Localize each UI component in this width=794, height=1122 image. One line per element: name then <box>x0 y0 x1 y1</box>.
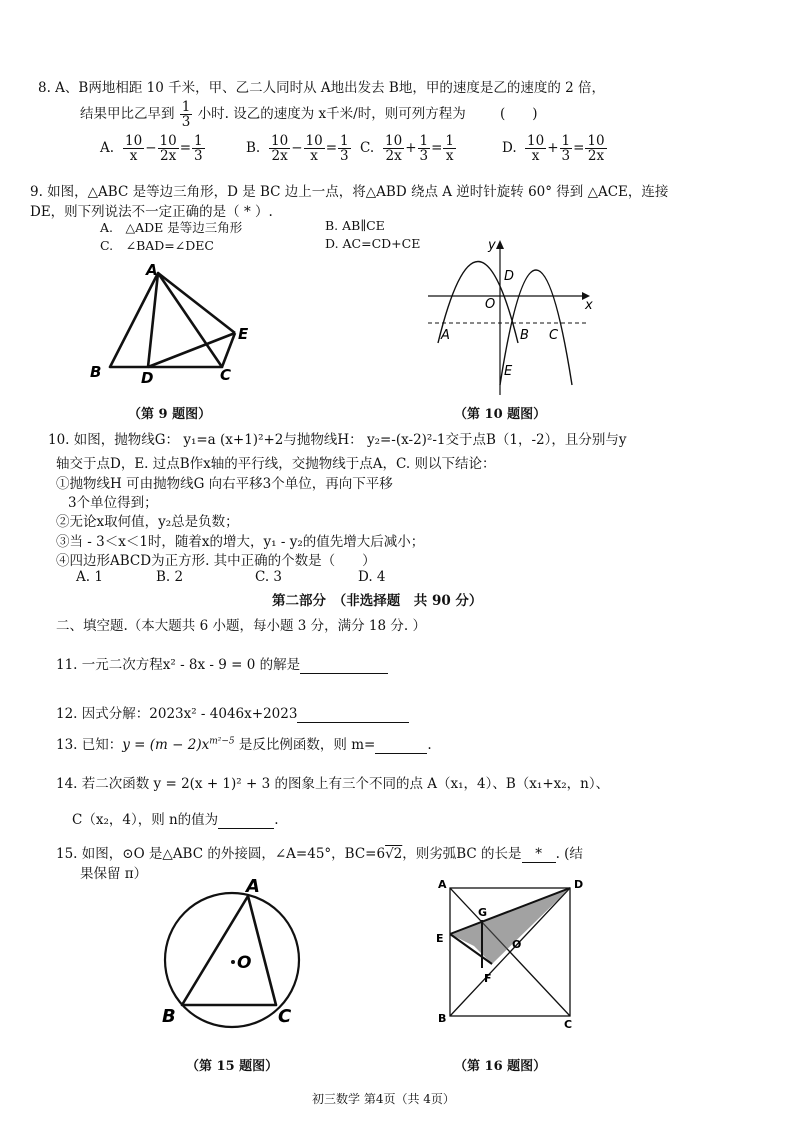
q13-exponent: m²−5 <box>209 736 235 747</box>
fig10-label-e: E <box>504 364 513 379</box>
q9-option-b: B. AB∥CE <box>325 218 385 233</box>
figure-15-circle <box>150 870 310 1040</box>
fig15-label-a: A <box>246 876 260 897</box>
q10-option-b: B. 2 <box>156 569 184 585</box>
q8-line2-pre: 结果甲比乙早到 <box>80 106 175 123</box>
q8-line1: 8. A、B两地相距 10 千米，甲、乙二人同时从 A地出发去 B地，甲的速度是乙的速度的 2 倍， <box>38 80 606 96</box>
q15-line1-post: ，则劣弧BC 的长是 <box>402 846 522 862</box>
fig10-label-d: D <box>504 269 515 284</box>
q9-line2: DE，则下列说法不一定正确的是（ * ）. <box>30 204 273 220</box>
q11-answer-blank <box>300 657 388 674</box>
fig10-label-c: C <box>549 328 559 343</box>
q14-line2-end: . <box>274 812 279 828</box>
q10-option-a: A. 1 <box>76 569 103 585</box>
q8-option-a: $\frac{10}{x}$ − $\frac{10}{2x}$ = $\frac{1}{3}$ <box>125 133 203 165</box>
fig15-label-o: O <box>237 953 252 973</box>
q15-line1-end: . (结 <box>555 846 583 862</box>
page-footer: 初三数学 第4页（共 4页） <box>312 1092 455 1106</box>
q12-text: 12. 因式分解：2023x² - 4046x+2023 <box>56 706 298 722</box>
fig15-label-c: C <box>278 1006 292 1027</box>
q13-answer-blank <box>375 737 427 754</box>
q10-option-d: D. 4 <box>358 569 386 585</box>
fig10-label-b: B <box>520 328 529 343</box>
q10-statement4: ④四边形ABCD为正方形. 其中正确的个数是（ ） <box>56 553 376 569</box>
fig16-label-e: E <box>436 932 444 945</box>
q13-pre: 13. 已知： <box>56 737 123 753</box>
segment-ae <box>158 273 235 333</box>
q8-option-c-label: C. <box>360 140 375 156</box>
fig10-label-a: A <box>441 328 450 343</box>
fig16-label-d: D <box>574 878 584 891</box>
q9-option-c: C. ∠BAD=∠DEC <box>100 238 214 253</box>
q8-option-b-label: B. <box>246 140 261 156</box>
q12-answer-blank <box>297 706 409 723</box>
fig16-label-o: O <box>512 938 522 951</box>
q8-option-a-label: A. <box>100 140 115 156</box>
q11 <box>56 653 388 674</box>
segment-de <box>148 333 235 367</box>
q10-option-c: C. 3 <box>255 569 283 585</box>
q13-post: 是反比例函数，则 m= <box>234 737 376 753</box>
q9-option-a: A. △ADE 是等边三角形 <box>100 220 243 235</box>
part2-section-title: 二、填空题.（本大题共 6 小题，每小题 3 分，满分 18 分. ） <box>56 618 426 634</box>
q10-statement3: ③当 - 3＜x＜1时，随着x的增大，y₁ - y₂的值先增大后减小； <box>56 534 425 550</box>
q8-line2-post: 小时. 设乙的速度为 x千米/时，则可列方程为 <box>197 106 466 123</box>
fig16-label-f: F <box>484 972 492 985</box>
fig9-label-e: E <box>238 325 249 343</box>
part2-heading: 第二部分 （非选择题 共 90 分） <box>272 593 483 609</box>
q15-line2: 果保留 π） <box>80 866 148 882</box>
fig9-label-a: A <box>146 261 158 279</box>
center-point-o <box>231 960 235 964</box>
figure-16-caption: （第 16 题图） <box>454 1059 547 1074</box>
q10-statement1a: ①抛物线H 可由抛物线G 向右平移3个单位，再向下平移 <box>56 476 393 492</box>
fig10-label-y: y <box>488 238 496 253</box>
fig10-label-o: O <box>485 297 496 312</box>
triangle-abc-inscribed <box>182 896 276 1005</box>
figure-10-caption: （第 10 题图） <box>454 407 547 422</box>
q8-fraction: $\frac{1}{3}$ <box>181 99 191 131</box>
q13-end: . <box>427 737 432 753</box>
fig9-label-d: D <box>141 369 154 387</box>
figure-9-caption: （第 9 题图） <box>128 407 212 422</box>
q14-answer-blank <box>218 812 274 829</box>
fig16-label-c: C <box>564 1018 573 1031</box>
q8-option-c: $\frac{10}{2x}$ + $\frac{1}{3}$ = $\frac{1}{x}$ <box>385 133 454 165</box>
q10-line2: 轴交于点D，E. 过点B作x轴的平行线，交抛物线于点A，C. 则以下结论： <box>56 456 496 472</box>
q8-option-b: $\frac{10}{2x}$ − $\frac{10}{x}$ = $\frac{1}{3}$ <box>271 133 349 165</box>
q8-line2 <box>80 100 538 129</box>
q15-line1 <box>56 842 583 863</box>
q13-formula: y = (m − 2)x <box>122 737 210 753</box>
q9-option-d: D. AC=CD+CE <box>325 236 421 251</box>
figure-16-square <box>430 872 590 1032</box>
q14-line2 <box>72 808 278 829</box>
q10-statement2: ②无论x取何值，y₂总是负数； <box>56 514 239 530</box>
fig16-label-b: B <box>438 1012 447 1025</box>
q10-statement1b: 3个单位得到； <box>68 495 158 511</box>
q9-line1: 9. 如图，△ABC 是等边三角形，D 是 BC 边上一点，将△ABD 绕点 A 逆时针旋转 60° 得到 △ACE，连接 <box>30 184 669 200</box>
figure-15-caption: （第 15 题图） <box>186 1059 279 1074</box>
q14-line2-pre: C（x₂，4），则 n的值为 <box>72 812 219 828</box>
figure-10-parabolas <box>420 235 595 400</box>
triangle-abc <box>110 273 222 367</box>
figure-9-triangle <box>80 255 270 390</box>
q13 <box>56 733 432 754</box>
fig10-label-x: x <box>585 298 593 313</box>
q12 <box>56 702 409 723</box>
q15-sqrt: √2 <box>385 846 403 862</box>
q8-option-d-label: D. <box>502 140 517 156</box>
fig16-label-g: G <box>478 906 488 919</box>
fig15-label-b: B <box>162 1006 176 1027</box>
q15-line1-pre: 15. 如图，⊙O 是△ABC 的外接圆，∠A=45°，BC=6 <box>56 846 386 862</box>
fig16-label-a: A <box>438 878 447 891</box>
q10-line1: 10. 如图，抛物线G： y₁=a (x+1)²+2与抛物线H： y₂=-(x-2)²-1交于点B（1，-2），且分别与y <box>48 432 627 448</box>
q8-option-d: $\frac{10}{x}$ + $\frac{1}{3}$ = $\frac{10}{2x}$ <box>527 133 605 165</box>
q14-line1: 14. 若二次函数 y = 2(x + 1)² + 3 的图象上有三个不同的点 A（x₁，4）、B（x₁+x₂，n）、 <box>56 776 610 792</box>
fig9-label-b: B <box>90 363 102 381</box>
fig9-label-c: C <box>220 366 232 384</box>
q11-text: 11. 一元二次方程x² - 8x - 9 = 0 的解是 <box>56 657 301 673</box>
q8-answer-paren: ( ) <box>500 106 538 123</box>
q15-answer-blank: * <box>522 846 556 863</box>
y-axis-arrow <box>496 240 504 249</box>
